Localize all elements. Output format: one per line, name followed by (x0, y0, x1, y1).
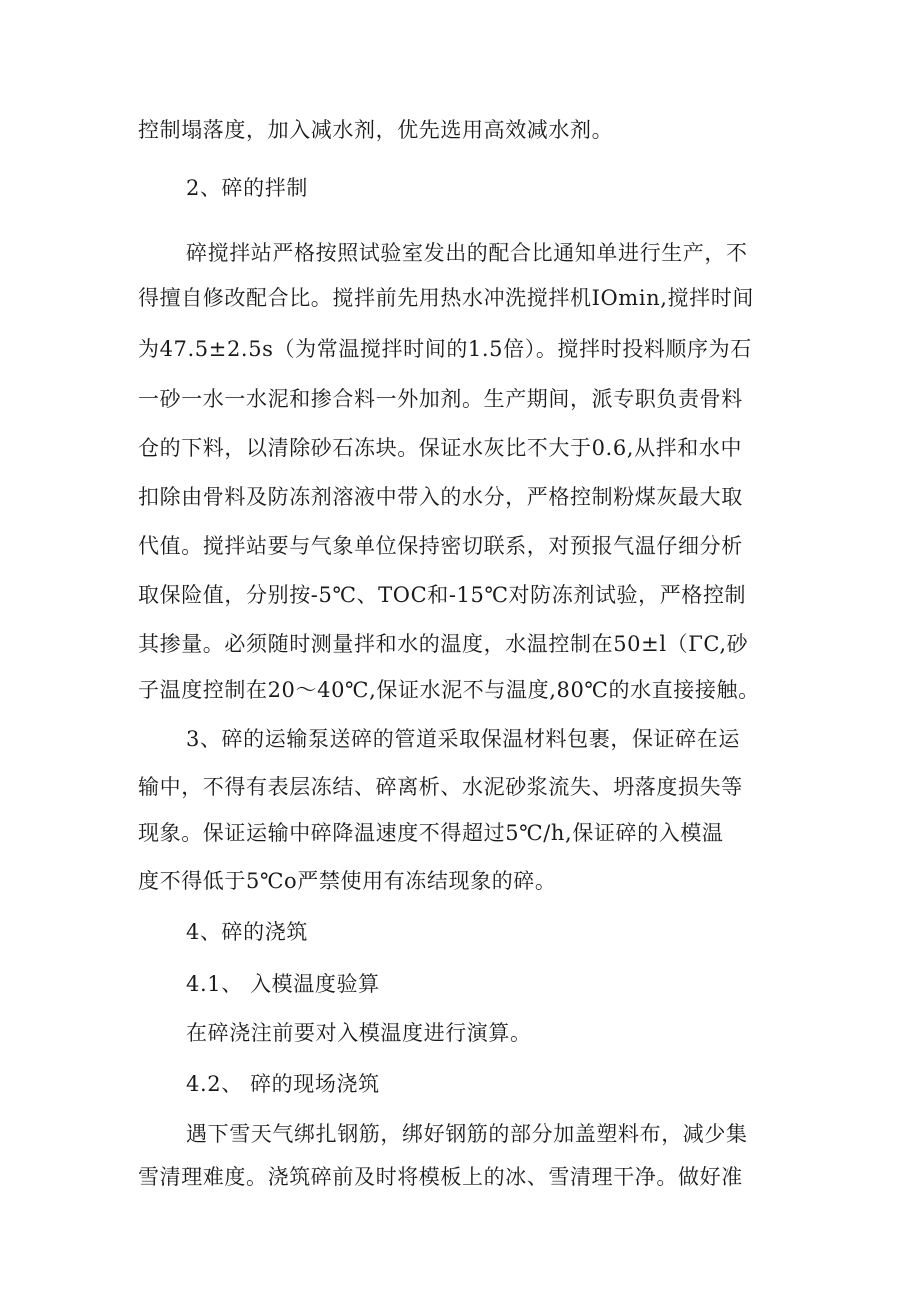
paragraph-line: 其掺量。必须随时测量拌和水的温度，水温控制在50±l（ΓC,砂 (138, 632, 749, 656)
paragraph-line: 碎搅拌站严格按照试验室发出的配合比通知单进行生产，不 (186, 241, 748, 265)
subsection-heading-4-1: 4.1、 入模温度验算 (186, 972, 380, 996)
paragraph-line: 3、碎的运输泵送碎的管道采取保温材料包裹，保证碎在运 (186, 727, 740, 751)
paragraph-line: 遇下雪天气绑扎钢筋，绑好钢筋的部分加盖塑料布，减少集 (186, 1122, 748, 1146)
paragraph-line: 代值。搅拌站要与气象单位保持密切联系，对预报气温仔细分析 (138, 534, 743, 558)
paragraph-line: 取保险值，分别按-5℃、TOC和-15℃对防冻剂试验，严格控制 (138, 583, 747, 607)
paragraph-line: 现象。保证运输中碎降温速度不得超过5℃/h,保证碎的入模温 (138, 821, 724, 845)
section-heading-pouring: 4、碎的浇筑 (186, 920, 308, 944)
paragraph-line: 得擅自修改配合比。搅拌前先用热水冲洗搅拌机IOmin,搅拌时间 (138, 286, 754, 310)
paragraph-line: 仓的下料，以清除砂石冻块。保证水灰比不大于0.6,从拌和水中 (138, 436, 743, 460)
paragraph-line: 子温度控制在20～40℃,保证水泥不与温度,80℃的水直接接触。 (138, 678, 760, 702)
paragraph-line: 一砂一水一水泥和掺合料一外加剂。生产期间，派专职负责骨料 (138, 387, 743, 411)
paragraph-line: 为47.5±2.5s（为常温搅拌时间的1.5倍）。搅拌时投料顺序为石 (138, 337, 752, 361)
paragraph-line: 控制塌落度，加入减水剂，优先选用高效减水剂。 (138, 118, 614, 142)
paragraph-line: 雪清理难度。浇筑碎前及时将模板上的冰、雪清理干净。做好准 (138, 1165, 743, 1189)
paragraph-line: 输中，不得有表层冻结、碎离析、水泥砂浆流失、坍落度损失等 (138, 775, 743, 799)
paragraph-line: 度不得低于5℃o严禁使用有冻结现象的碎。 (138, 869, 557, 893)
paragraph-line: 扣除由骨料及防冻剂溶液中带入的水分，严格控制粉煤灰最大取 (138, 485, 743, 509)
section-heading-mixing: 2、碎的拌制 (186, 176, 308, 200)
subsection-heading-4-2: 4.2、 碎的现场浇筑 (186, 1072, 380, 1096)
paragraph-line: 在碎浇注前要对入模温度进行演算。 (186, 1021, 532, 1045)
